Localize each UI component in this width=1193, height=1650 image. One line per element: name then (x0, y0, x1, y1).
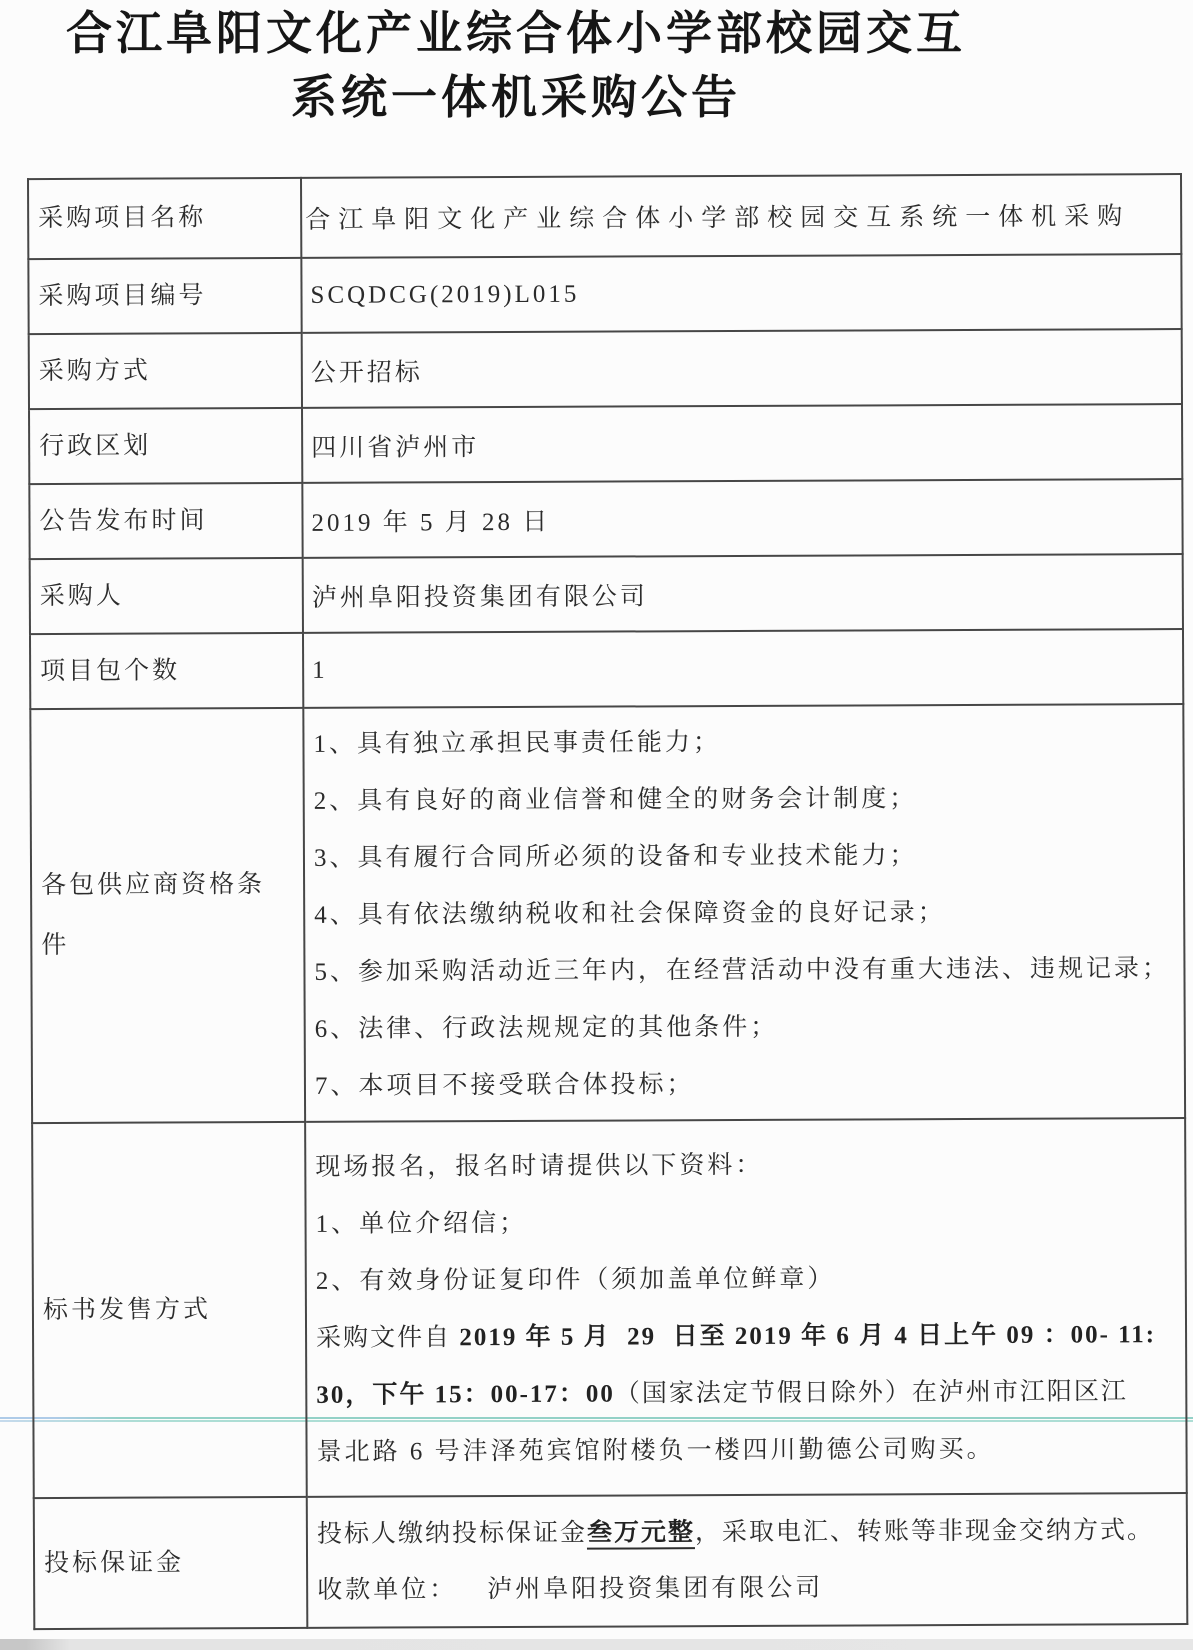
table-row-bid-bond (34, 1493, 1188, 1629)
document-title (0, 2, 1032, 130)
sale-line-dates (316, 1306, 1184, 1367)
row-value-procurement-method: 公开招标 (302, 329, 1182, 408)
row-label-bid-bond: 投标保证金 (34, 1497, 308, 1629)
table-row-supplier-qualifications (30, 704, 1185, 1123)
table-row-publish-date (29, 479, 1182, 559)
sale-line: 1、单位介绍信； (315, 1209, 528, 1238)
table-row-project-name (28, 174, 1181, 259)
bond-amount-line (317, 1503, 1185, 1563)
table-row-purchaser (30, 554, 1183, 634)
row-value-bid-bond (307, 1493, 1188, 1628)
row-label-supplier-qualifications: 各包供应商资格条件 (30, 708, 305, 1123)
row-value-bid-document-sale (305, 1118, 1187, 1497)
qualification-item: 3、具有履行合同所必须的设备和专业技术能力； (313, 841, 918, 872)
qualification-item: 5、参加采购活动近三年内，在经营活动中没有重大违法、违规记录； (314, 954, 1171, 986)
bond-text: ，采取电汇、转账等非现金交纳方式。 (694, 1516, 1155, 1546)
table-row-bid-document-sale (32, 1118, 1187, 1498)
sale-dates-bold: 2019 年 5 月 29 日至 2019 年 6 月 4 日上午 09 ：00- 11: (459, 1320, 1157, 1351)
bond-payee-line (317, 1559, 1185, 1619)
sale-text: （国家法定节假日除外）在泸州市江阳区江 (614, 1377, 1128, 1408)
payee-name: 泸州阜阳投资集团有限公司 (487, 1574, 824, 1603)
row-value-admin-region: 四川省泸州市 (302, 404, 1182, 483)
procurement-info-table (27, 173, 1188, 1630)
row-label-publish-date: 公告发布时间 (29, 483, 302, 559)
table-row-package-count (30, 629, 1183, 709)
table-row-project-number (28, 254, 1181, 334)
bond-text: 投标人缴纳投标保证金 (316, 1519, 587, 1548)
qualification-item: 6、法律、行政法规规定的其他条件； (314, 1013, 779, 1043)
qualification-item: 4、具有依法缴纳税收和社会保障资金的良好记录； (314, 898, 946, 929)
payee-label: 收款单位： (317, 1575, 458, 1604)
sale-line: 景北路 6 号沣泽苑宾馆附楼负一楼四川勤德公司购买。 (316, 1435, 995, 1466)
scan-edge-shadow (0, 1639, 1193, 1650)
row-label-package-count: 项目包个数 (30, 633, 303, 709)
row-value-publish-date: 2019 年 5 月 28 日 (302, 479, 1182, 558)
row-label-admin-region: 行政区划 (29, 408, 302, 484)
qualification-item: 1、具有独立承担民事责任能力； (313, 728, 722, 758)
sale-line: 现场报名，报名时请提供以下资料： (315, 1151, 764, 1181)
title-line-1: 合江阜阳文化产业综合体小学部校园交互 (66, 8, 966, 59)
bond-amount-underlined: 叁万元整 (587, 1519, 695, 1549)
table-row-admin-region (29, 404, 1182, 484)
sale-text: 采购文件自 (316, 1323, 460, 1352)
sale-line: 2、有效身份证复印件（须加盖单位鲜章） (315, 1265, 836, 1295)
row-label-bid-document-sale: 标书发售方式 (32, 1122, 307, 1498)
table-row-procurement-method (29, 329, 1182, 409)
sale-line-times (316, 1363, 1184, 1424)
row-value-purchaser: 泸州阜阳投资集团有限公司 (303, 554, 1183, 633)
qualification-item: 7、本项目不接受联合体投标； (314, 1070, 695, 1100)
row-label-purchaser: 采购人 (30, 558, 303, 634)
row-value-project-number: SCQDCG(2019)L015 (301, 254, 1181, 333)
row-label-project-name: 采购项目名称 (28, 178, 301, 259)
sale-times-bold: 30，下午 15：00-17：00 (316, 1380, 615, 1409)
row-value-package-count: 1 (303, 629, 1183, 708)
row-value-project-name: 合江阜阳文化产业综合体小学部校园交互系统一体机采购 (301, 174, 1181, 258)
row-label-procurement-method: 采购方式 (29, 333, 302, 409)
row-value-supplier-qualifications (303, 704, 1185, 1122)
row-label-project-number: 采购项目编号 (28, 258, 301, 334)
qualification-item: 2、具有良好的商业信誉和健全的财务会计制度； (313, 784, 918, 815)
title-line-2: 系统一体机采购公告 (291, 72, 741, 123)
